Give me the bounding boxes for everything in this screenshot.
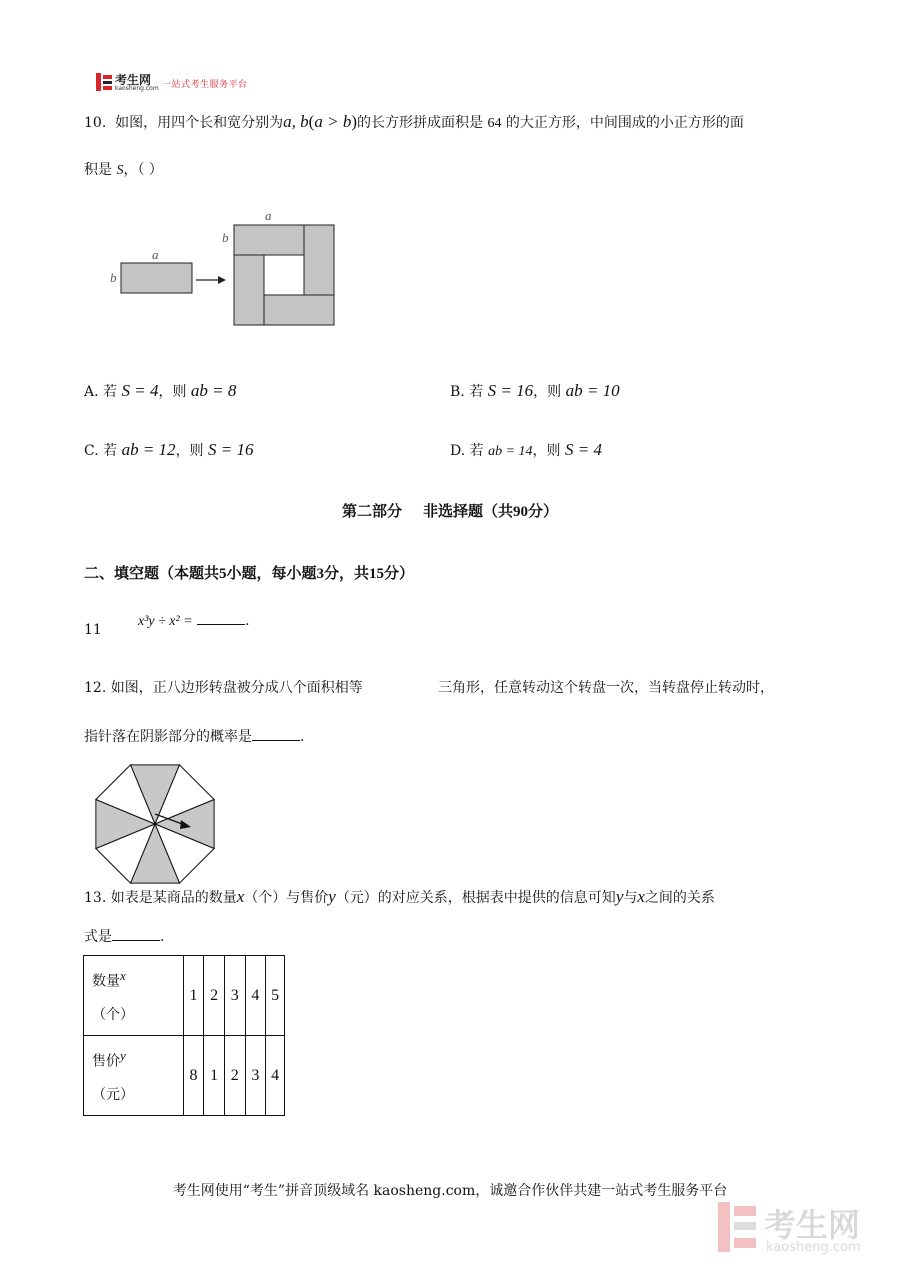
- q10-big-square: [234, 225, 334, 325]
- option-b-then: ，则: [533, 384, 562, 400]
- part2-title-b: 非选择题（共: [422, 502, 513, 520]
- q13-value-table: [83, 955, 285, 1116]
- logo-domain: kaosheng.com: [115, 85, 159, 92]
- q11-number: 11: [84, 622, 102, 638]
- q12-line1b: [438, 678, 774, 698]
- section2-b: 小题，每小题: [226, 564, 317, 582]
- option-d-label: D.: [450, 443, 466, 459]
- option-b-if: 若: [469, 384, 484, 400]
- option-a-label: A.: [84, 384, 99, 400]
- part2-title-a: 第二部分: [342, 502, 403, 520]
- octagon-sectors: [96, 765, 214, 883]
- q12-line2: [84, 726, 304, 747]
- q10-line2: [84, 160, 163, 181]
- table-cell: 2: [204, 956, 225, 1036]
- q10-S: S: [116, 163, 124, 178]
- q11-expr: x³y ÷ x² =: [138, 614, 193, 629]
- table-cell: 2: [224, 1036, 245, 1116]
- header-logo: [96, 72, 266, 94]
- q13-text-a: 如表是某商品的数量: [110, 890, 237, 906]
- option-a-res: ab = 8: [190, 381, 237, 400]
- q10-area: 64: [487, 116, 502, 131]
- q10-option-c[interactable]: [84, 440, 254, 461]
- q12-end: .: [300, 729, 305, 745]
- table-cell: 4: [245, 956, 266, 1036]
- section2-a: 二、填空题（本题共: [84, 564, 220, 582]
- q13-answer-blank[interactable]: [112, 926, 160, 941]
- section2-d: 分）: [384, 564, 415, 582]
- option-c-then: ，则: [175, 443, 204, 459]
- option-c-cond: ab = 12: [121, 440, 176, 459]
- part2-title-num: 90: [512, 504, 528, 520]
- q13-number: 13.: [84, 890, 107, 906]
- q11-end: .: [245, 613, 250, 629]
- table-cell: 1: [204, 1036, 225, 1116]
- table-row: [84, 956, 285, 1036]
- section2-per: 3: [316, 566, 325, 582]
- q13-mid: 与: [623, 890, 638, 906]
- q13-text-c: 式是: [84, 929, 112, 945]
- q10-math-cond: a > b: [314, 112, 352, 131]
- section2-c: 分，共: [324, 564, 370, 582]
- q12-text-c: 指针落在阴影部分的概率是: [84, 729, 252, 745]
- q10-paren: ，（ ）: [123, 162, 163, 178]
- q10-fig-a2: a: [265, 208, 272, 223]
- q10-fig-b: b: [110, 270, 117, 285]
- q13-line2: [84, 926, 164, 947]
- row1-var: x: [120, 967, 126, 983]
- q13-y: y: [328, 887, 336, 906]
- option-b-label: B.: [450, 384, 465, 400]
- row1-unit: （个）: [92, 1007, 134, 1024]
- q12-octagon-spinner: [93, 762, 219, 890]
- watermark-mark-icon: [718, 1202, 758, 1252]
- table-cell: 8: [183, 1036, 204, 1116]
- option-a-cond: S = 4: [121, 381, 159, 400]
- q10-number: 10.: [84, 115, 107, 131]
- q13-unit-x: （个）与售价: [244, 890, 329, 906]
- table-cell: 4: [266, 1036, 285, 1116]
- part2-title-c: 分）: [527, 502, 558, 520]
- option-c-label: C.: [84, 443, 99, 459]
- option-b-cond: S = 16: [487, 381, 534, 400]
- table-cell: 1: [183, 956, 204, 1036]
- row2-var: y: [120, 1047, 126, 1063]
- table-cell: 3: [245, 1036, 266, 1116]
- q13-y2: y: [615, 887, 624, 906]
- q10-figure: [100, 200, 350, 335]
- logo-name: 考生网: [115, 73, 152, 87]
- q13-end: .: [160, 929, 165, 945]
- option-a-then: ，则: [158, 384, 187, 400]
- q10-text-d: 积是: [84, 162, 112, 178]
- part2-title: [0, 500, 900, 521]
- q10-fig-a: a: [152, 247, 159, 262]
- q10-option-d[interactable]: [450, 440, 602, 462]
- table-cell: 3: [224, 956, 245, 1036]
- q10-text-b: 的长方形拼成面积是: [357, 115, 483, 131]
- q10-text-c: 的大正方形，中间围成的小正方形的面: [505, 115, 744, 131]
- footer-text: 考生网使用“考生”拼音顶级域名 kaosheng.com，诚邀合作伙伴共建一站式考生服务平台: [172, 1183, 728, 1199]
- q13-x: x: [236, 887, 245, 906]
- arrow-right-icon: [196, 276, 226, 284]
- option-c-if: 若: [103, 443, 118, 459]
- q11-answer-blank[interactable]: [197, 610, 245, 625]
- q11-line: [138, 610, 250, 632]
- q10-option-a[interactable]: [84, 381, 236, 402]
- table-row-label: [84, 1036, 184, 1116]
- q10-math-vars: a, b: [283, 112, 309, 131]
- q12-text-a: 如图，正八边形转盘被分成八个面积相等: [110, 680, 363, 696]
- section2-n: 5: [219, 566, 227, 582]
- row1-label: 数量: [92, 973, 120, 990]
- q10-line1: 10. 如图，用四个长和宽分别为a, b(a > b)的长方形拼成面积是 64 的大正方形，中间围成的小正方形的面: [84, 112, 744, 131]
- q13-text-b: 之间的关系: [644, 890, 715, 906]
- q12-text-b: 三角形，任意转动这个转盘一次，当转盘停止转动时，: [438, 680, 774, 696]
- option-d-cond: ab = 14: [488, 444, 533, 459]
- q12-line1: [84, 678, 363, 698]
- watermark-logo: [718, 1200, 888, 1260]
- q13-unit-y: （元）的对应关系，根据表中提供的信息可知: [335, 890, 616, 906]
- option-d-then: ，则: [532, 443, 561, 459]
- option-d-res: S = 4: [565, 440, 602, 459]
- table-row-label: [84, 956, 184, 1036]
- logo-slogan: 一站式考生服务平台: [162, 80, 248, 90]
- row2-unit: （元）: [92, 1087, 134, 1104]
- section2-total: 15: [369, 566, 385, 582]
- table-row: [84, 1036, 285, 1116]
- row2-label: 售价: [92, 1053, 120, 1070]
- option-a-if: 若: [103, 384, 118, 400]
- option-c-res: S = 16: [208, 440, 254, 459]
- watermark-domain: kaosheng.com: [766, 1240, 861, 1255]
- q10-fig-b2: b: [222, 230, 229, 245]
- watermark-name: 考生网: [764, 1206, 861, 1244]
- q12-answer-blank[interactable]: [252, 726, 300, 741]
- q10-text-a: 如图，用四个长和宽分别为: [115, 115, 284, 131]
- q10-option-b[interactable]: [450, 381, 620, 402]
- q10-single-rect: [121, 263, 192, 293]
- option-b-res: ab = 10: [565, 381, 620, 400]
- logo-mark-icon: [96, 73, 112, 91]
- q13-line1: [84, 887, 715, 908]
- table-cell: 5: [266, 956, 285, 1036]
- q12-number: 12.: [84, 680, 107, 696]
- option-d-if: 若: [469, 443, 484, 459]
- section2-heading: [84, 562, 414, 583]
- q13-x2: x: [637, 887, 645, 906]
